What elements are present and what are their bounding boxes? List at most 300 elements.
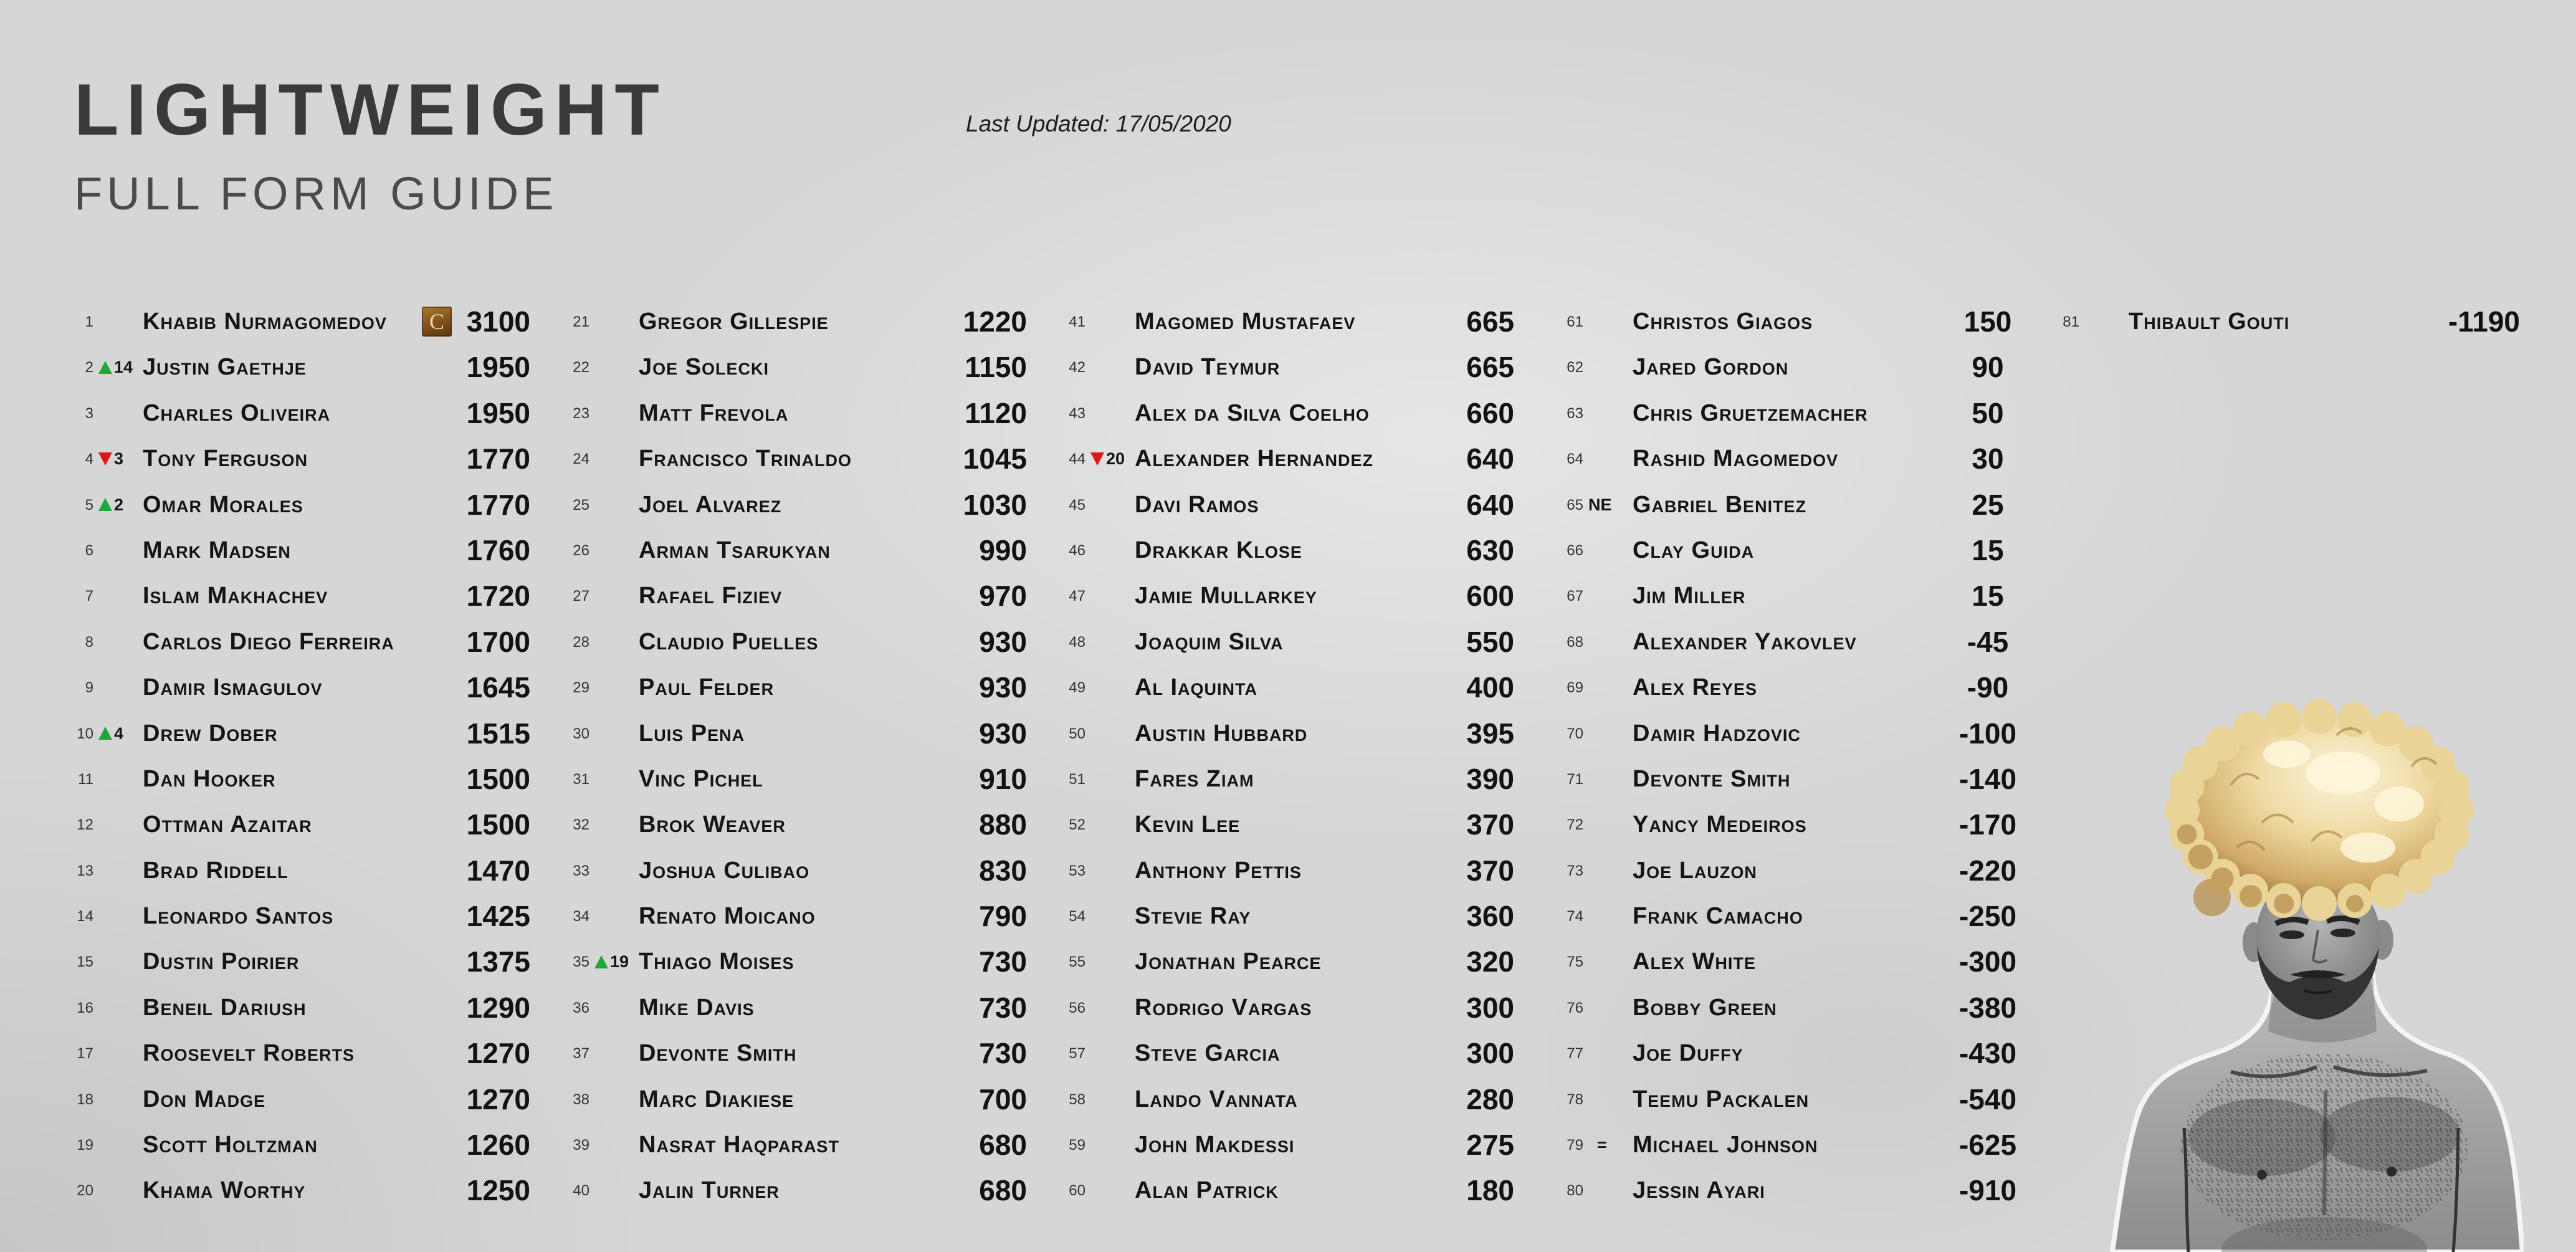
fighter-score: 50 xyxy=(1972,396,2004,429)
fighter-score: 1220 xyxy=(963,305,1027,338)
rank-number: 34 xyxy=(573,908,589,925)
fighter-score: 665 xyxy=(1466,305,1514,338)
fighter-name: Christos Giagos xyxy=(1633,308,1813,335)
rank-number: 78 xyxy=(1567,1091,1583,1108)
fighter-name: David Teymur xyxy=(1135,354,1281,381)
fighter-name: Nasrat Haqparast xyxy=(639,1132,839,1159)
rank-number: 37 xyxy=(573,1045,589,1063)
ranking-row xyxy=(62,573,542,619)
rank-number: 77 xyxy=(1567,1045,1583,1063)
rank-number: 60 xyxy=(1069,1182,1085,1200)
fighter-name: Clay Guida xyxy=(1633,537,1755,563)
fighter-name: Scott Holtzman xyxy=(143,1132,318,1159)
ranking-row xyxy=(1054,939,1534,985)
rank-number: 19 xyxy=(77,1137,93,1154)
fighter-score: 320 xyxy=(1466,945,1514,978)
fighter-name: Omar Morales xyxy=(143,491,303,518)
rank-number: 20 xyxy=(77,1182,93,1200)
ranking-row xyxy=(558,528,1038,573)
rank-number: 79 xyxy=(1567,1137,1583,1154)
fighter-score: 30 xyxy=(1972,442,2004,475)
ranking-row xyxy=(558,482,1038,528)
ranking-row xyxy=(1552,894,2032,939)
fighter-score: 1290 xyxy=(466,991,530,1024)
fighter-name: Alan Patrick xyxy=(1135,1177,1279,1204)
fighter-name: Michael Johnson xyxy=(1633,1132,1818,1159)
rank-number: 44 xyxy=(1069,451,1085,468)
fighter-name: Kevin Lee xyxy=(1135,811,1241,838)
fighter-score: 660 xyxy=(1466,396,1514,429)
fighter-name: Alexander Yakovlev xyxy=(1633,628,1857,655)
page-subtitle: FULL FORM GUIDE xyxy=(74,168,558,219)
fighter-score: 1700 xyxy=(466,625,530,658)
rank-number: 61 xyxy=(1567,313,1583,330)
rank-change-label: 19 xyxy=(610,952,629,972)
ranking-row xyxy=(558,985,1038,1031)
fighter-score: -625 xyxy=(1958,1129,2017,1162)
ranking-column xyxy=(2048,299,2528,345)
rank-number: 18 xyxy=(77,1091,93,1108)
ranking-row xyxy=(2048,299,2528,345)
rank-change xyxy=(98,482,123,528)
fighter-name: Tony Ferguson xyxy=(143,446,308,472)
rank-number: 22 xyxy=(573,359,589,376)
ranking-row xyxy=(558,1122,1038,1168)
ranking-column xyxy=(62,299,542,1214)
ranking-row xyxy=(1054,436,1534,482)
ranking-row xyxy=(558,345,1038,390)
fighter-photo xyxy=(2075,698,2524,1252)
ranking-row xyxy=(1054,1031,1534,1076)
fighter-score: 930 xyxy=(979,717,1027,750)
rank-number: 4 xyxy=(85,451,93,468)
ranking-row xyxy=(62,1122,542,1168)
fighter-score: -100 xyxy=(1958,717,2017,750)
fighter-score: -140 xyxy=(1958,762,2017,795)
ranking-row xyxy=(62,436,542,482)
ranking-row xyxy=(558,436,1038,482)
rank-number: 6 xyxy=(85,542,93,559)
ranking-row xyxy=(62,1031,542,1076)
fighter-name: Brad Riddell xyxy=(143,857,289,884)
ranking-column xyxy=(1552,299,2032,1214)
fighter-score: 680 xyxy=(979,1129,1027,1162)
fighter-name: Devonte Smith xyxy=(1633,765,1791,792)
ranking-row xyxy=(62,894,542,939)
ranking-column xyxy=(1054,299,1534,1214)
down-arrow-icon xyxy=(1090,452,1104,466)
ranking-row xyxy=(62,1168,542,1213)
ranking-row xyxy=(1054,848,1534,894)
fighter-score: 1120 xyxy=(965,396,1027,429)
fighter-name: Al Iaquinta xyxy=(1135,674,1258,701)
ranking-row xyxy=(1552,299,2032,345)
rank-number: 56 xyxy=(1069,999,1085,1016)
fighter-score: 390 xyxy=(1466,762,1514,795)
rank-number: 49 xyxy=(1069,679,1085,697)
fighter-score: 1375 xyxy=(466,945,530,978)
fighter-score: 930 xyxy=(979,625,1027,658)
fighter-name: Jessin Ayari xyxy=(1633,1177,1765,1204)
fighter-score: 300 xyxy=(1466,991,1514,1024)
fighter-name: Drakkar Klose xyxy=(1135,537,1302,563)
rank-change xyxy=(98,711,123,757)
fighter-score: 395 xyxy=(1466,717,1514,750)
ranking-row xyxy=(1552,848,2032,894)
fighter-score: 680 xyxy=(979,1174,1027,1207)
fighter-name: Paul Felder xyxy=(639,674,775,701)
rank-number: 62 xyxy=(1567,359,1583,376)
fighter-score: 1500 xyxy=(466,762,530,795)
rank-number: 52 xyxy=(1069,816,1085,834)
fighter-name: Joel Alvarez xyxy=(639,491,782,518)
fighter-score: -250 xyxy=(1958,900,2017,933)
ranking-row xyxy=(62,802,542,848)
fighter-name: Roosevelt Roberts xyxy=(143,1040,355,1067)
ranking-row xyxy=(62,528,542,573)
fighter-score: 1250 xyxy=(466,1174,530,1207)
fighter-name: Matt Frevola xyxy=(639,399,789,426)
rank-number: 72 xyxy=(1567,816,1583,834)
fighter-score: -910 xyxy=(1958,1174,2017,1207)
rank-number: 67 xyxy=(1567,588,1583,605)
fighter-score: 1950 xyxy=(466,351,530,384)
ranking-row xyxy=(1552,802,2032,848)
rank-number: 73 xyxy=(1567,862,1583,879)
fighter-score: 280 xyxy=(1466,1082,1514,1116)
rank-number: 28 xyxy=(573,633,589,651)
fighter-name: Austin Hubbard xyxy=(1135,720,1308,747)
fighter-name: Stevie Ray xyxy=(1135,903,1251,930)
fighter-name: Renato Moicano xyxy=(639,903,816,930)
ranking-row xyxy=(1054,711,1534,757)
rank-number: 1 xyxy=(85,313,93,330)
fighter-score: 370 xyxy=(1466,854,1514,887)
ranking-row xyxy=(558,1031,1038,1076)
ranking-row xyxy=(1054,391,1534,436)
ranking-row xyxy=(1552,757,2032,802)
fighter-score: 1270 xyxy=(466,1082,530,1116)
fighter-name: Claudio Puelles xyxy=(639,628,819,655)
fighter-score: 3100 xyxy=(466,305,530,338)
fighter-name: Mike Davis xyxy=(639,994,755,1021)
fighter-score: -170 xyxy=(1958,808,2017,841)
rank-change xyxy=(1588,482,1612,528)
ranking-row xyxy=(1054,757,1534,802)
fighter-score: -430 xyxy=(1958,1037,2017,1070)
fighter-name: Damir Hadzovic xyxy=(1633,720,1801,747)
rank-number: 30 xyxy=(573,725,589,742)
rank-number: 31 xyxy=(573,770,589,788)
fighter-name: Davi Ramos xyxy=(1135,491,1259,518)
fighter-name: Thiago Moises xyxy=(639,949,794,975)
fighter-score: 665 xyxy=(1466,351,1514,384)
fighter-score: -380 xyxy=(1958,991,2017,1024)
rank-change-label: 20 xyxy=(1106,449,1125,469)
fighter-score: 640 xyxy=(1466,488,1514,521)
up-arrow-icon xyxy=(594,955,608,968)
ranking-row xyxy=(1552,482,2032,528)
ranking-row xyxy=(1054,619,1534,665)
fighter-name: Chris Gruetzemacher xyxy=(1633,399,1868,426)
fighter-name: Khama Worthy xyxy=(143,1177,306,1204)
ranking-row xyxy=(1552,345,2032,390)
fighter-name: Steve Garcia xyxy=(1135,1040,1281,1067)
fighter-score: 25 xyxy=(1972,488,2004,521)
fighter-name: Marc Diakiese xyxy=(639,1086,794,1112)
champion-badge-letter: C xyxy=(429,309,444,334)
rank-number: 54 xyxy=(1069,908,1085,925)
rank-number: 55 xyxy=(1069,953,1085,971)
rank-number: 74 xyxy=(1567,908,1583,925)
fighter-name: Arman Tsarukyan xyxy=(639,537,831,563)
ranking-row xyxy=(1552,1077,2032,1122)
fighter-name: Justin Gaethje xyxy=(143,354,307,381)
rank-change xyxy=(594,939,629,985)
fighter-name: Mark Madsen xyxy=(143,537,291,563)
ranking-row xyxy=(62,711,542,757)
ranking-row xyxy=(62,482,542,528)
fighter-score: 400 xyxy=(1466,671,1514,704)
fighter-name: Joe Duffy xyxy=(1633,1040,1744,1067)
rank-number: 42 xyxy=(1069,359,1085,376)
last-updated-label: Last Updated: 17/05/2020 xyxy=(966,111,1231,136)
fighter-name: Teemu Packalen xyxy=(1633,1086,1810,1112)
rank-number: 2 xyxy=(85,359,93,376)
fighter-score: 90 xyxy=(1972,351,2004,384)
rank-number: 63 xyxy=(1567,404,1583,422)
rank-number: 45 xyxy=(1069,496,1085,514)
fighter-score: 1950 xyxy=(466,396,530,429)
ranking-row xyxy=(1552,1168,2032,1213)
papakha-hat xyxy=(2165,699,2474,921)
fighter-score: 1260 xyxy=(466,1129,530,1162)
rank-number: 26 xyxy=(573,542,589,559)
fighter-score: 1720 xyxy=(466,580,530,613)
ranking-row xyxy=(1552,573,2032,619)
ranking-row xyxy=(1552,985,2032,1031)
rank-number: 13 xyxy=(77,862,93,879)
fighter-name: Joe Lauzon xyxy=(1633,857,1757,884)
fighter-name: Francisco Trinaldo xyxy=(639,446,852,472)
up-arrow-icon xyxy=(98,498,112,511)
fighter-score: 930 xyxy=(979,671,1027,704)
rank-number: 70 xyxy=(1567,725,1583,742)
rank-number: 38 xyxy=(573,1091,589,1108)
rank-number: 59 xyxy=(1069,1137,1085,1154)
rank-change xyxy=(98,345,133,390)
ranking-row xyxy=(62,939,542,985)
up-arrow-icon xyxy=(98,727,112,740)
ranking-row xyxy=(62,665,542,710)
rank-number: 23 xyxy=(573,404,589,422)
fighter-score: 275 xyxy=(1466,1129,1514,1162)
fighter-name: Vinc Pichel xyxy=(639,765,763,792)
rank-number: 51 xyxy=(1069,770,1085,788)
rank-number: 50 xyxy=(1069,725,1085,742)
fighter-name: Lando Vannata xyxy=(1135,1086,1298,1112)
rank-number: 16 xyxy=(77,999,93,1016)
fighter-name: Beneil Dariush xyxy=(143,994,307,1021)
ranking-row xyxy=(558,573,1038,619)
rank-number: 25 xyxy=(573,496,589,514)
fighter-name: Rashid Magomedov xyxy=(1633,446,1839,472)
ranking-row xyxy=(1054,985,1534,1031)
ranking-row xyxy=(1054,573,1534,619)
fighter-score: 1760 xyxy=(466,533,530,566)
fighter-score: 730 xyxy=(979,945,1027,978)
rank-number: 71 xyxy=(1567,770,1583,788)
rank-number: 14 xyxy=(77,908,93,925)
fighter-score: 1045 xyxy=(963,442,1027,475)
ranking-row xyxy=(62,985,542,1031)
ranking-row xyxy=(558,711,1038,757)
fighter-score: 550 xyxy=(1466,625,1514,658)
rank-number: 48 xyxy=(1069,633,1085,651)
rank-number: 43 xyxy=(1069,404,1085,422)
rank-number: 46 xyxy=(1069,542,1085,559)
fighter-name: Jonathan Pearce xyxy=(1135,949,1322,975)
fighter-score: -300 xyxy=(1958,945,2017,978)
rank-number: 5 xyxy=(85,496,93,514)
fighter-name: Bobby Green xyxy=(1633,994,1777,1021)
fighter-score: 730 xyxy=(979,991,1027,1024)
fighter-name: Yancy Medeiros xyxy=(1633,811,1807,838)
ranking-row xyxy=(1552,619,2032,665)
ranking-row xyxy=(1552,391,2032,436)
fighter-score: -45 xyxy=(1967,625,2009,658)
rank-number: 3 xyxy=(85,404,93,422)
rank-number: 81 xyxy=(2063,313,2079,330)
rank-number: 68 xyxy=(1567,633,1583,651)
fighter-name: Rafael Fiziev xyxy=(639,583,783,609)
fighter-score: 1770 xyxy=(466,488,530,521)
fighter-name: Magomed Mustafaev xyxy=(1135,308,1356,335)
ranking-row xyxy=(1552,1031,2032,1076)
rank-number: 12 xyxy=(77,816,93,834)
fighter-score: 1770 xyxy=(466,442,530,475)
fighter-score: 1500 xyxy=(466,808,530,841)
fighter-name: Islam Makhachev xyxy=(143,583,328,609)
rank-number: 76 xyxy=(1567,999,1583,1016)
rank-number: 64 xyxy=(1567,451,1583,468)
up-arrow-icon xyxy=(98,361,112,374)
rank-number: 47 xyxy=(1069,588,1085,605)
ranking-row xyxy=(558,1168,1038,1213)
fighter-score: 910 xyxy=(979,762,1027,795)
fighter-name: Brok Weaver xyxy=(639,811,786,838)
rank-number: 57 xyxy=(1069,1045,1085,1063)
rank-number: 27 xyxy=(573,588,589,605)
rank-number: 24 xyxy=(573,451,589,468)
rank-number: 9 xyxy=(85,679,93,697)
ranking-row xyxy=(1054,894,1534,939)
fighter-name: Jared Gordon xyxy=(1633,354,1789,381)
fighter-score: 990 xyxy=(979,533,1027,566)
fighter-name: Thibault Gouti xyxy=(2129,308,2290,335)
fighter-score: 1470 xyxy=(466,854,530,887)
rank-number: 35 xyxy=(573,953,589,971)
fighter-name: Jalin Turner xyxy=(639,1177,780,1204)
fighter-name: Leonardo Santos xyxy=(143,903,334,930)
ranking-row xyxy=(62,299,542,345)
fighter-name: Gabriel Benitez xyxy=(1633,491,1807,518)
fighter-name: Khabib Nurmagomedov xyxy=(143,308,387,335)
fighter-name: Ottman Azaitar xyxy=(143,811,312,838)
rank-number: 21 xyxy=(573,313,589,330)
rank-change xyxy=(98,436,123,482)
fighter-score: -220 xyxy=(1958,854,2017,887)
rank-number: 41 xyxy=(1069,313,1085,330)
fighter-score: -90 xyxy=(1967,671,2009,704)
fighter-name: Devonte Smith xyxy=(639,1040,797,1067)
rank-number: 17 xyxy=(77,1045,93,1063)
rank-number: 65 xyxy=(1567,496,1583,514)
ranking-row xyxy=(62,619,542,665)
ranking-row xyxy=(558,665,1038,710)
fighter-name: Charles Oliveira xyxy=(143,399,331,426)
rank-number: 80 xyxy=(1567,1182,1583,1200)
ranking-row xyxy=(1054,345,1534,390)
rank-change-label: NE xyxy=(1588,495,1612,514)
ranking-row xyxy=(1054,482,1534,528)
down-arrow-icon xyxy=(98,452,112,466)
fighter-score: 1150 xyxy=(965,351,1027,384)
ranking-row xyxy=(62,345,542,390)
ranking-row xyxy=(1552,528,2032,573)
fighter-score: 1030 xyxy=(963,488,1027,521)
ranking-row xyxy=(1552,711,2032,757)
rank-change-label: 3 xyxy=(114,449,124,469)
rank-change xyxy=(1588,1122,1607,1168)
fighter-name: Alex Reyes xyxy=(1633,674,1757,701)
ranking-row xyxy=(1054,1122,1534,1168)
fighter-score: 700 xyxy=(979,1082,1027,1116)
rank-number: 29 xyxy=(573,679,589,697)
ranking-row xyxy=(62,391,542,436)
fighter-score: 640 xyxy=(1466,442,1514,475)
fighter-name: Alex White xyxy=(1633,949,1756,975)
ranking-row xyxy=(558,619,1038,665)
ranking-row xyxy=(558,894,1038,939)
ranking-row xyxy=(1552,1122,2032,1168)
ranking-row xyxy=(1054,802,1534,848)
fighter-name: Dustin Poirier xyxy=(143,949,300,975)
fighter-name: Joe Solecki xyxy=(639,354,770,381)
ranking-row xyxy=(1054,1168,1534,1213)
rank-change xyxy=(1090,436,1125,482)
fighter-score: 1270 xyxy=(466,1037,530,1070)
rank-number: 75 xyxy=(1567,953,1583,971)
ranking-row xyxy=(558,802,1038,848)
ranking-row xyxy=(1054,299,1534,345)
fighter-name: Drew Dober xyxy=(143,720,278,747)
fighter-name: Jim Miller xyxy=(1633,583,1746,609)
fighter-score: 180 xyxy=(1466,1174,1514,1207)
fighter-name: Gregor Gillespie xyxy=(639,308,829,335)
fighter-name: Frank Camacho xyxy=(1633,903,1803,930)
ranking-row xyxy=(1552,665,2032,710)
rank-number: 40 xyxy=(573,1182,589,1200)
fighter-name: Damir Ismagulov xyxy=(143,674,323,701)
fighter-score: -540 xyxy=(1958,1082,2017,1116)
fighter-score: 730 xyxy=(979,1037,1027,1070)
fighter-name: Dan Hooker xyxy=(143,765,276,792)
ranking-column xyxy=(558,299,1038,1214)
fighter-score: 830 xyxy=(979,854,1027,887)
rank-number: 10 xyxy=(77,725,93,742)
ranking-row xyxy=(1054,528,1534,573)
